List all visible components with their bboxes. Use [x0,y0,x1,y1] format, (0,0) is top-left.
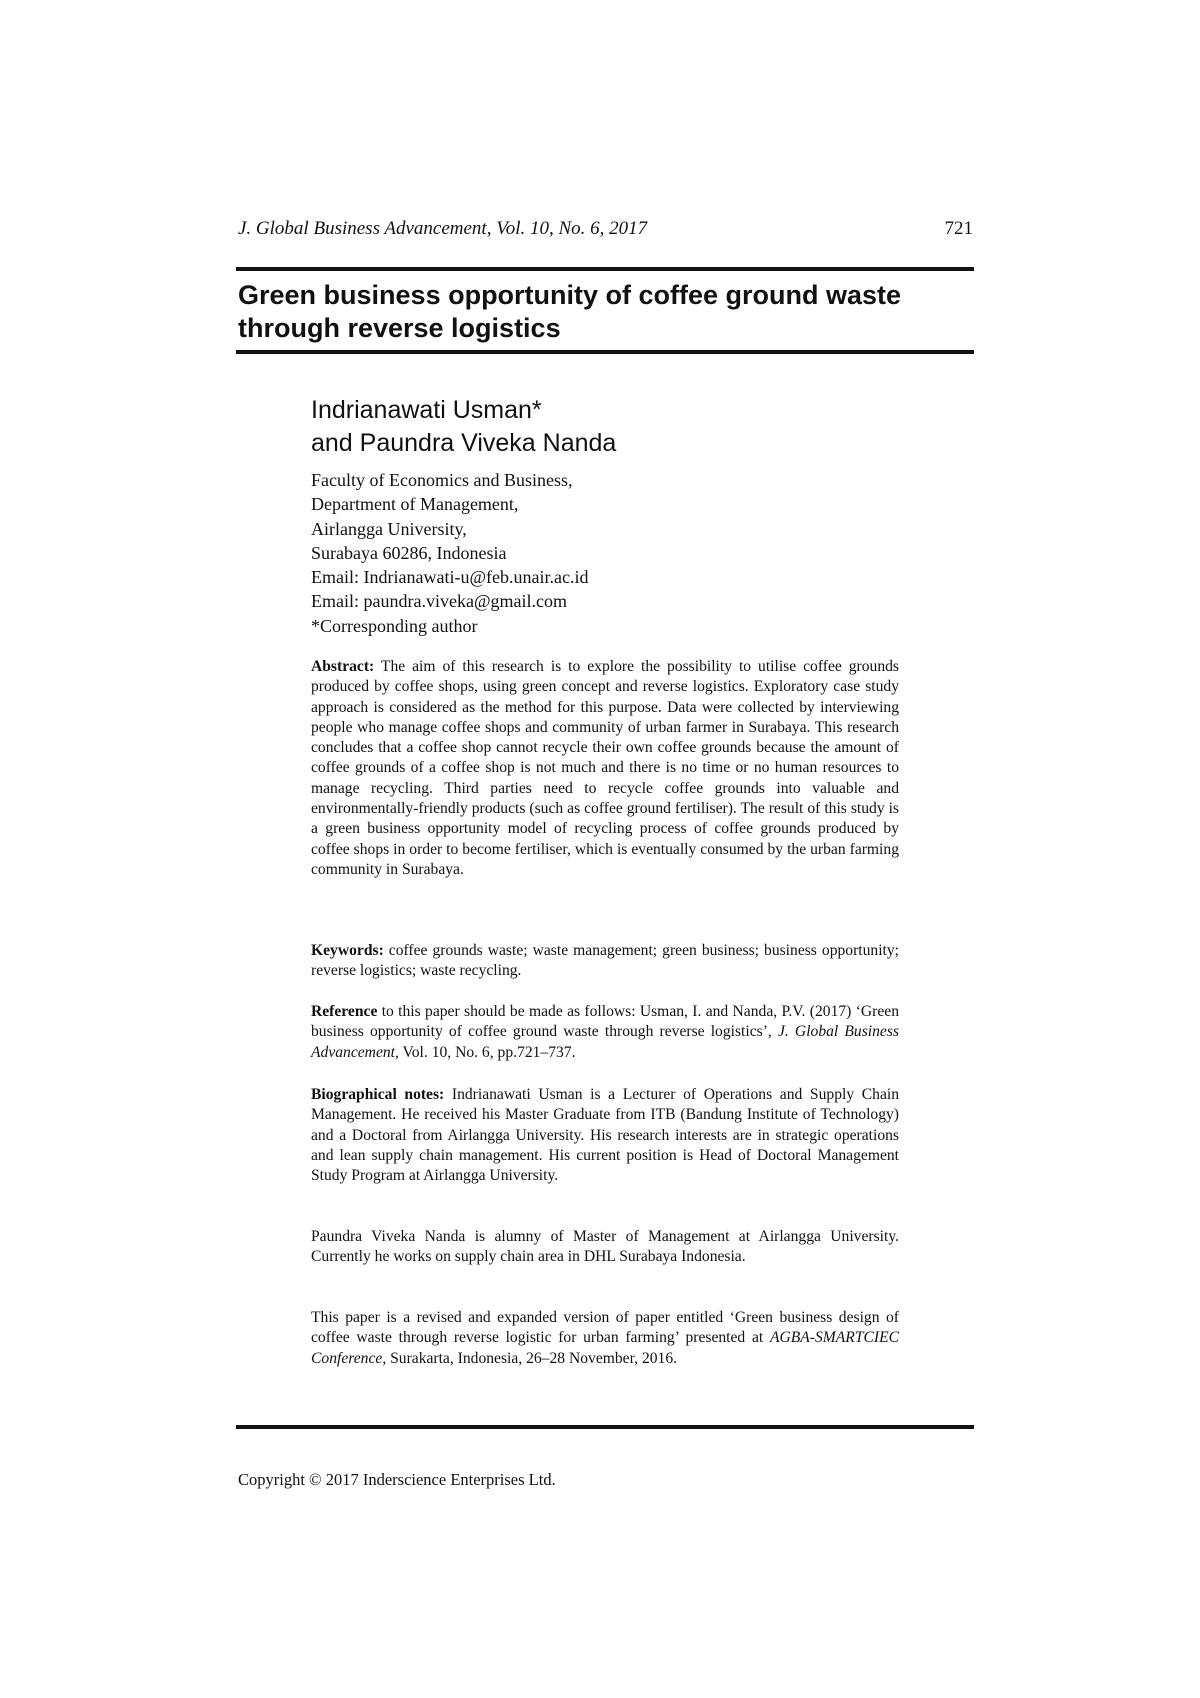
journal-citation: J. Global Business Advancement, Vol. 10, No. 6, 2017 [238,218,648,239]
abstract-label: Abstract: [311,658,375,675]
bio-text-author-1: Indrianawati Usman is a Lecturer of Operations and Supply Chain Management. He received his Master Graduate from ITB (Bandung Institute of Technology) and a Doctoral from Airlangga University. His research interests are in strategic operations and lean supply chain management. His current position is Head of Doctoral Management Study Program at Airlangga University. [311,1086,899,1185]
biographical-notes [311,1085,899,1186]
footer-rule [236,1425,974,1429]
keywords-text: coffee grounds waste; waste management; green business; business opportunity; reverse logistics; waste recycling. [311,942,899,980]
affiliation-city: Surabaya 60286, Indonesia [311,542,507,563]
abstract-text: The aim of this research is to explore the possibility to utilise coffee grounds produced by coffee shops, using green concept and reverse logistics. Exploratory case study approach is considered as the method for this purpose. Data were collected by interviewing people who manage coffee shops and community of urban farmer in Surabaya. This research concludes that a coffee shop cannot recycle their own coffee grounds because the amount of coffee grounds of a coffee shop is not much and there is no time or no human resources to manage recycling. Third parties need to recycle coffee grounds into valuable and environmentally-friendly products (such as coffee ground fertiliser). The result of this study is a green business opportunity model of recycling process of coffee grounds produced by coffee shops in order to become fertiliser, which is eventually consumed by the urban farming community in Surabaya. [311,658,899,878]
reference-volume: , Vol. 10, No. 6, pp.721–737. [395,1043,576,1061]
reference-label: Reference [311,1003,378,1020]
keywords-label: Keywords: [311,942,384,959]
affiliation-university: Airlangga University, [311,518,467,539]
conference-details: , Surakarta, Indonesia, 26–28 November, 2016. [382,1349,678,1367]
corresponding-author-note: *Corresponding author [311,615,478,636]
abstract [311,657,899,880]
reference-text: to this paper should be made as follows: Usman, I. and Nanda, P.V. (2017) ‘Green business opportunity of coffee ground waste through reverse logistics’, [311,1003,899,1041]
author-names [311,394,911,460]
title-line-2: through reverse logistics [238,313,561,343]
reference-journal: J. Global Business Advancement [311,1023,899,1061]
title-line-1: Green business opportunity of coffee ground waste [238,280,902,310]
conference-name: AGBA-SMARTCIEC Conference [311,1329,900,1367]
author-line-1: Indrianawati Usman* [311,396,542,424]
bio-text-author-2: Paundra Viveka Nanda is alumny of Master of Management at Airlangga University. Currently he works on supply chain area in DHL Surabaya Indonesia. [311,1228,899,1266]
page-number: 721 [944,218,973,239]
affiliation-block [311,468,911,638]
author-email-1: Email: Indrianawati-u@feb.unair.ac.id [311,567,589,588]
author-email-2: Email: paundra.viveka@gmail.com [311,591,567,612]
bio-label: Biographical notes: [311,1086,445,1103]
copyright-notice: Copyright © 2017 Inderscience Enterprises Ltd. [238,1470,556,1489]
author-line-2: and Paundra Viveka Nanda [311,429,617,457]
revised-text: This paper is a revised and expanded version of paper entitled ‘Green business design of coffee waste through reverse logistic for urban farming’ presented at [311,1309,899,1347]
keywords [311,941,899,982]
paper-title [238,279,973,345]
revised-version-note [311,1308,899,1369]
title-top-rule [236,267,974,271]
running-header [238,218,973,244]
reference-note [311,1002,899,1063]
title-bottom-rule [236,350,974,354]
affiliation-department: Department of Management, [311,494,519,515]
affiliation-faculty: Faculty of Economics and Business, [311,470,573,490]
